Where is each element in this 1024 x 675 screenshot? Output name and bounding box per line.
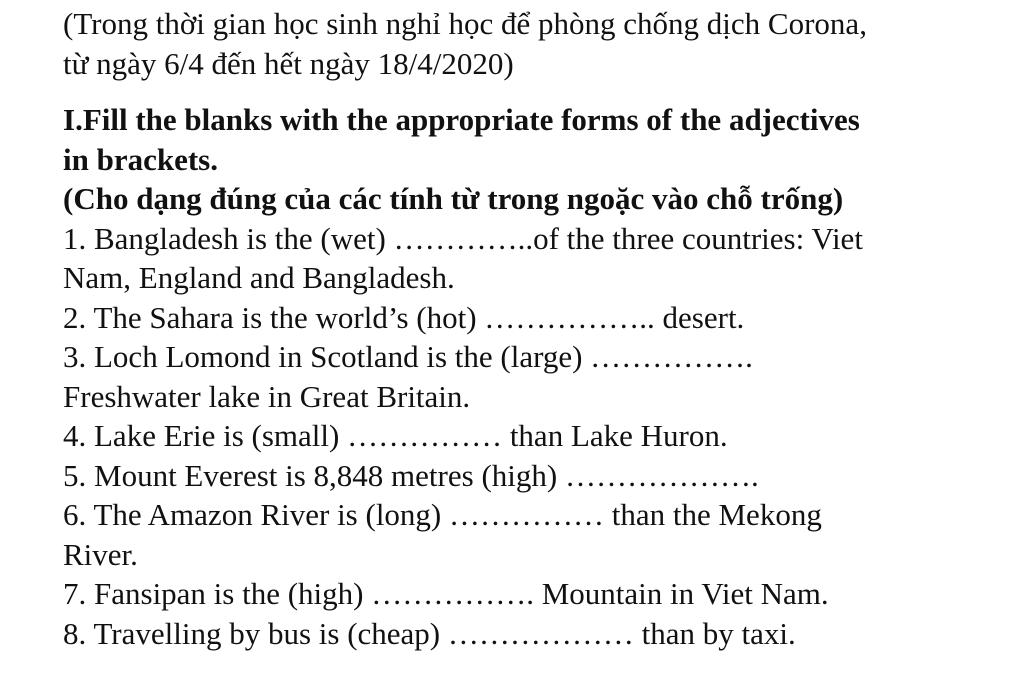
section-title-line-1: I.Fill the blanks with the appropriate forms of the adjectives	[63, 102, 860, 137]
exercise-item-2	[63, 298, 993, 338]
exercise-text: 2. The Sahara is the world’s (hot) …………….. desert.	[63, 299, 745, 335]
intro-line-1: (Trong thời gian học sinh nghỉ học để phòng chống dịch Corona,	[63, 6, 867, 41]
exercise-text: 6. The Amazon River is (long) …………… than the Mekong	[63, 497, 822, 532]
exercise-text: 3. Loch Lomond in Scotland is the (large) …………….	[63, 339, 753, 374]
section-heading	[63, 100, 993, 219]
exercise-text: 1. Bangladesh is the (wet) …………..of the three countries: Viet	[63, 220, 863, 256]
exercise-text-continued: River.	[63, 536, 138, 572]
exercise-item-1	[63, 219, 993, 298]
exercise-text: 8. Travelling by bus is (cheap) ……………… than by taxi.	[63, 615, 796, 651]
exercise-item-8	[63, 614, 993, 654]
exercise-item-4	[63, 416, 993, 456]
exercise-text: 7. Fansipan is the (high) ……………. Mountain in Viet Nam.	[63, 576, 829, 611]
exercise-text: 4. Lake Erie is (small) …………… than Lake Huron.	[63, 418, 728, 453]
exercise-item-6	[63, 495, 993, 574]
worksheet-page	[63, 0, 993, 653]
section-translation: (Cho dạng đúng của các tính từ trong ngoặc vào chỗ trống)	[63, 181, 844, 216]
exercise-item-7	[63, 574, 993, 614]
exercise-item-3	[63, 337, 993, 416]
exercise-text-continued: Nam, England and Bangladesh.	[63, 260, 455, 295]
exercise-text: 5. Mount Everest is 8,848 metres (high) ……………….	[63, 457, 759, 493]
exercise-text-continued: Freshwater lake in Great Britain.	[63, 378, 471, 414]
section-title-line-2: in brackets.	[63, 141, 218, 177]
intro-line-2: từ ngày 6/4 đến hết ngày 18/4/2020)	[63, 45, 514, 81]
exercise-item-5	[63, 456, 993, 496]
exercise-list	[63, 219, 993, 654]
